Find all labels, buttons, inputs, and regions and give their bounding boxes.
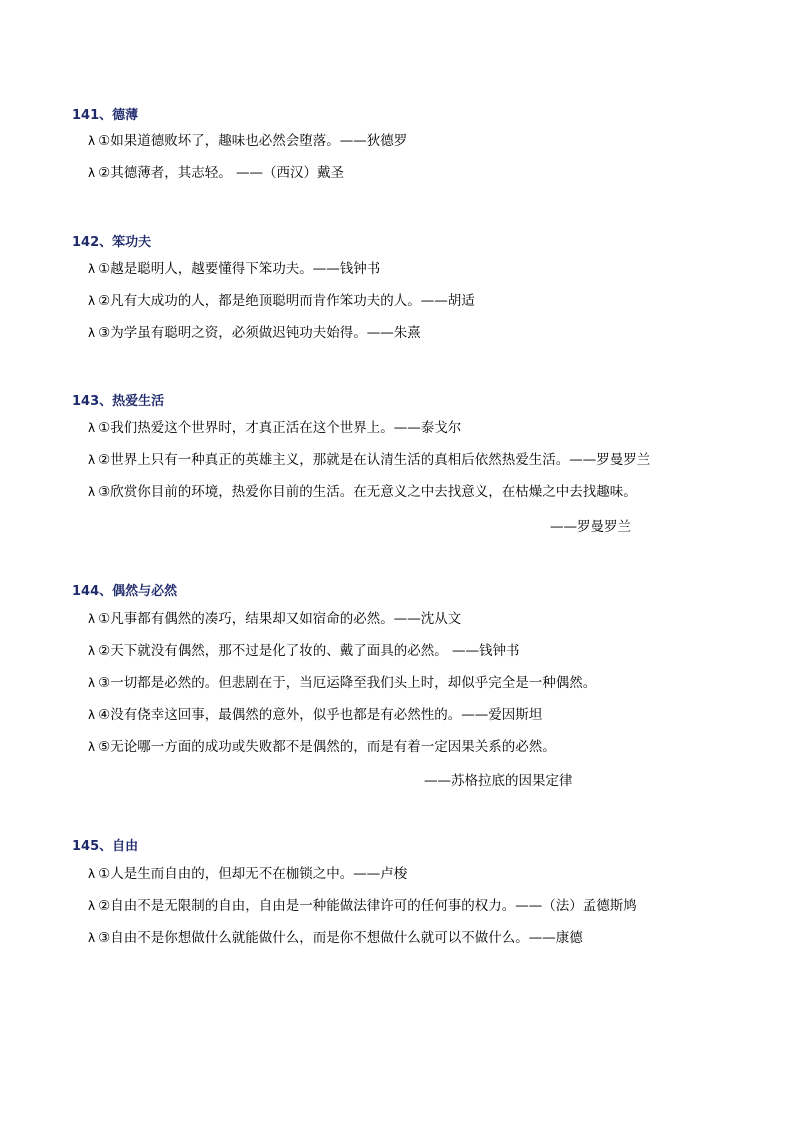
- quote-item: [88, 642, 520, 660]
- quote-text: ②凡有大成功的人，都是绝顶聪明而肯作笨功夫的人。——胡适: [98, 293, 475, 309]
- quote-attribution: ——苏格拉底的因果定律: [424, 773, 573, 789]
- bullet-icon: λ: [88, 262, 96, 276]
- quote-item: [88, 451, 650, 469]
- quote-item: [88, 324, 421, 342]
- quote-text: ②自由不是无限制的自由，自由是一种能做法律许可的任何事的权力。——（法）孟德斯鸠: [98, 898, 637, 914]
- bullet-icon: λ: [88, 134, 96, 148]
- quote-text: ①越是聪明人，越要懂得下笨功夫。——钱钟书: [98, 261, 381, 277]
- section-heading: 141、德薄: [72, 108, 139, 123]
- bullet-icon: λ: [88, 867, 96, 881]
- bullet-icon: λ: [88, 294, 96, 308]
- section-heading: 145、自由: [72, 839, 139, 854]
- quote-text: ①如果道德败坏了，趣味也必然会堕落。——狄德罗: [98, 133, 408, 149]
- bullet-icon: λ: [88, 326, 96, 340]
- bullet-icon: λ: [88, 453, 96, 467]
- quote-item: [88, 419, 461, 437]
- bullet-icon: λ: [88, 644, 96, 658]
- bullet-icon: λ: [88, 166, 96, 180]
- quote-text: ⑤无论哪一方面的成功或失败都不是偶然的，而是有着一定因果关系的必然。: [98, 739, 556, 755]
- quote-text: ①凡事都有偶然的凑巧，结果却又如宿命的必然。——沈从文: [98, 611, 462, 627]
- quote-item: [88, 164, 344, 182]
- quote-text: ②其德薄者，其志轻。 ——（西汉）戴圣: [98, 165, 345, 181]
- quote-item: [88, 897, 637, 915]
- quote-item: [88, 483, 637, 501]
- section-heading: 144、偶然与必然: [72, 584, 178, 599]
- bullet-icon: λ: [88, 740, 96, 754]
- bullet-icon: λ: [88, 899, 96, 913]
- quote-text: ①人是生而自由的，但却无不在枷锁之中。——卢梭: [98, 866, 408, 882]
- quote-text: ④没有侥幸这回事，最偶然的意外，似乎也都是有必然性的。——爱因斯坦: [98, 707, 543, 723]
- quote-item: [88, 929, 583, 947]
- quote-text: ③自由不是你想做什么就能做什么，而是你不想做什么就可以不做什么。——康德: [98, 930, 583, 946]
- quote-text: ③为学虽有聪明之资，必须做迟钝功夫始得。——朱熹: [98, 325, 421, 341]
- quote-text: ②世界上只有一种真正的英雄主义，那就是在认清生活的真相后依然热爱生活。——罗曼罗兰: [98, 452, 651, 468]
- quote-item: [88, 292, 475, 310]
- quote-item: [88, 260, 380, 278]
- quote-attribution: ——罗曼罗兰: [550, 519, 631, 535]
- section-heading: 142、笨功夫: [72, 235, 152, 250]
- quote-item: [88, 132, 407, 150]
- quote-item: [88, 865, 407, 883]
- quote-item: [88, 610, 461, 628]
- quote-item: [88, 706, 542, 724]
- bullet-icon: λ: [88, 421, 96, 435]
- quote-item: [88, 738, 556, 756]
- section-heading: 143、热爱生活: [72, 394, 165, 409]
- bullet-icon: λ: [88, 612, 96, 626]
- quote-text: ②天下就没有偶然，那不过是化了妆的、戴了面具的必然。 ——钱钟书: [98, 643, 520, 659]
- quote-text: ③一切都是必然的。但悲剧在于，当厄运降至我们头上时，却似乎完全是一种偶然。: [98, 675, 597, 691]
- bullet-icon: λ: [88, 676, 96, 690]
- quote-text: ③欣赏你目前的环境，热爱你目前的生活。在无意义之中去找意义，在枯燥之中去找趣味。: [98, 484, 637, 500]
- quote-item: [88, 674, 596, 692]
- bullet-icon: λ: [88, 485, 96, 499]
- bullet-icon: λ: [88, 931, 96, 945]
- bullet-icon: λ: [88, 708, 96, 722]
- quote-text: ①我们热爱这个世界时，才真正活在这个世界上。——泰戈尔: [98, 420, 462, 436]
